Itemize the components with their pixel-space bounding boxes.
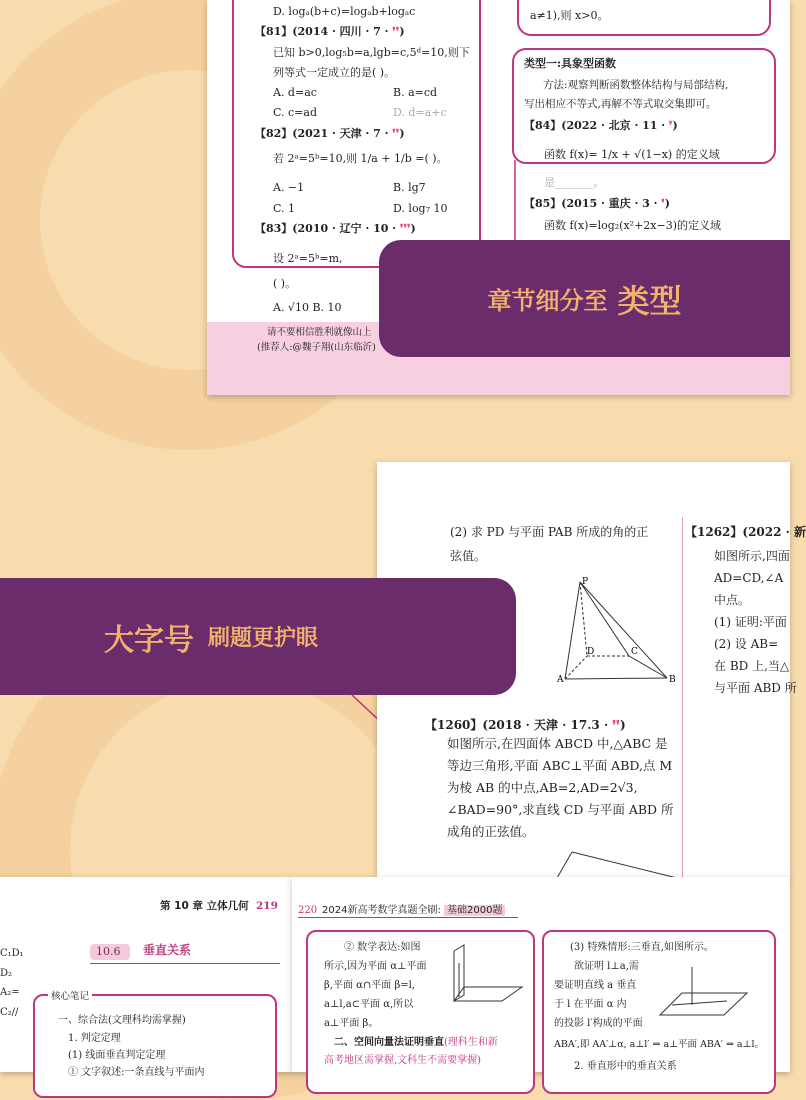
section-title: 垂直关系 — [143, 943, 192, 957]
box-line: 高考地区需掌握,文科生不需要掌握) — [324, 1055, 482, 1066]
box-line: 欲证明 l⊥a,需 — [574, 961, 639, 972]
question-header: 【85】(2015 · 重庆 · 3 · ❜) — [524, 197, 671, 210]
footer-text: 请不要相信胜利就像山上 — [267, 327, 372, 338]
line: 中点。 — [714, 593, 751, 607]
option: D. log₇ 10 — [393, 202, 448, 215]
footprint-icon: ❜ — [665, 119, 673, 132]
tetrahedron-figure — [557, 574, 682, 684]
edge-label: C₁D₁ — [0, 948, 24, 959]
box-line: 2. 垂直形中的垂直关系 — [574, 1061, 677, 1072]
option: B. a=cd — [393, 86, 438, 99]
page-number: 219 — [256, 900, 278, 912]
banner-emph-text: 类型 — [617, 281, 682, 320]
option: C. 1 — [273, 202, 296, 215]
line: 等边三角形,平面 ABC⊥平面 ABD,点 M — [447, 758, 673, 773]
option: A. d=ac — [273, 86, 317, 99]
note-line — [58, 1013, 186, 1028]
box-note: (理科生和新 — [444, 1037, 498, 1048]
footprint-icon: ❜ — [657, 197, 665, 210]
bottom-right-page — [292, 877, 790, 1072]
vertex-label: C — [631, 647, 638, 657]
box-line: 要证明直线 a 垂直 — [554, 980, 637, 991]
book-title — [322, 903, 505, 918]
option: C. c=ad — [273, 106, 317, 119]
question-header: 【1260】(2018 · 天津 · 17.3 · ❜❜) — [425, 718, 626, 732]
question-82-header: 【82】(2021 · 天津 · 7 · — [255, 127, 389, 140]
box-line — [334, 1035, 498, 1050]
question-header: 【83】(2010 · 辽宁 · 10 · ❜❜❜) — [255, 222, 416, 235]
option: D. d=a+c — [393, 106, 447, 119]
section-rule — [90, 963, 280, 964]
header-rule — [298, 917, 518, 918]
footprint-icon: ❜❜❜ — [396, 222, 411, 235]
question-1260-header: 【1260】(2018 · 天津 · 17.3 · — [425, 718, 609, 732]
line: 是_______。 — [544, 176, 605, 189]
box-line: ② 数学表达:如图 — [344, 942, 421, 953]
vertex-label: A — [557, 675, 564, 685]
line: 在 BD 上,当△ — [714, 659, 790, 673]
question-header: 【82】(2021 · 天津 · 7 · ❜❜) — [255, 127, 405, 140]
option: A. −1 — [273, 181, 305, 194]
line: (1) 证明:平面 — [714, 615, 787, 629]
chapter-header: 第 10 章 立体几何 — [160, 900, 249, 912]
line: 如图所示,在四面体 ABCD 中,△ABC 是 — [447, 736, 668, 751]
line: 已知 b>0,log₅b=a,lgb=c,5ᵈ=10,则下 — [273, 46, 470, 59]
banner-sub-text: 刷题更护眼 — [208, 626, 319, 651]
edge-label: D₂ — [0, 968, 13, 979]
line: ( )。 — [273, 277, 297, 290]
banner-chapter-types — [379, 240, 790, 357]
vertex-label: B — [669, 675, 676, 685]
edge-label: A₂= — [0, 987, 20, 998]
question-84-header: 【84】(2022 · 北京 · 11 · — [524, 119, 666, 132]
page-number: 220 — [298, 905, 318, 916]
type-method: 方法:观察判断函数整体结构与局部结构, — [543, 79, 729, 91]
line: 为棱 AB 的中点,AB=2,AD=2√3, — [447, 780, 638, 795]
line: 弦值。 — [450, 549, 487, 563]
footprint-icon: ❜❜ — [388, 25, 400, 38]
line: a≠1),则 x>0。 — [530, 9, 609, 22]
line: (2) 求 PD 与平面 PAB 所成的角的正 — [450, 525, 649, 539]
box-line: β,平面 α∩平面 β=l, — [324, 980, 415, 991]
line: (2) 设 AB= — [714, 637, 779, 651]
line: 函数 f(x)= 1/x + √(1−x) 的定义域 — [544, 148, 720, 161]
type-method: 写出相应不等式,再解不等式取交集即可。 — [524, 98, 717, 110]
box-line: 所示,因为平面 α⊥平面 — [324, 961, 427, 972]
question-85-header: 【85】(2015 · 重庆 · 3 · — [524, 197, 658, 210]
box-line: ABA′,即 AA′⊥α, a⊥l′ ⇒ a⊥平面 ABA′ ⇒ a⊥l。 — [554, 1039, 765, 1050]
vertex-label: P — [582, 577, 589, 587]
question-81-header: 【81】(2014 · 四川 · 7 · — [255, 25, 389, 38]
type-title: 类型一:具象型函数 — [524, 57, 617, 70]
three-perpendicular-figure — [652, 963, 752, 1023]
section-number: 10.6 — [96, 945, 121, 958]
footprint-icon: ❜❜ — [388, 127, 400, 140]
note-line: (1) 线面垂直判定定理 — [68, 1050, 166, 1061]
box-heading: 二、空间向量法证明垂直 — [334, 1037, 444, 1048]
core-note-box — [33, 994, 277, 1098]
line: 函数 f(x)=log₂(x²+2x−3)的定义域 — [544, 219, 721, 232]
footprint-icon: ❜❜ — [608, 718, 621, 732]
book-title-main: 2024新高考数学真题全刷: — [322, 905, 441, 916]
question-header: 【84】(2022 · 北京 · 11 · ❜) — [524, 119, 678, 132]
tetrahedron-figure-2 — [557, 850, 687, 880]
banner-main-text: 大字号 — [104, 622, 194, 658]
line: D. logₐ(b+c)=logₐb+logₐc — [273, 5, 416, 18]
note-text: 一、综合法(文理科均需掌握) — [58, 1015, 186, 1026]
question-83-header: 【83】(2010 · 辽宁 · 10 · — [255, 222, 397, 235]
book-title-sub: 基础2000题 — [444, 905, 505, 916]
box-line: 的投影 l′构成的平面 — [554, 1018, 643, 1029]
box-line: 于 l 在平面 α 内 — [554, 999, 627, 1010]
vertex-label: D — [587, 647, 595, 657]
note-title: 核心笔记 — [48, 989, 92, 1004]
plane-figure — [442, 943, 527, 1013]
option: A. √10 B. 10 — [273, 301, 342, 314]
banner-main-text: 章节细分至 — [487, 287, 608, 315]
footer-text: (推荐人:@魏子翔(山东临沂) — [257, 342, 376, 353]
banner-large-font — [0, 578, 516, 695]
question-header: 【81】(2014 · 四川 · 7 · ❜❜) — [255, 25, 405, 38]
box-line: (3) 特殊情形:三垂直,如图所示。 — [570, 942, 714, 953]
line: 列等式一定成立的是( )。 — [273, 66, 396, 79]
box-line: a⊥l,a⊂平面 α,所以 — [324, 999, 414, 1010]
box-line: a⊥平面 β。 — [324, 1018, 379, 1029]
bottom-left-page — [0, 877, 292, 1078]
edge-label: C₂// — [0, 1007, 19, 1018]
line: 成角的正弦值。 — [447, 824, 535, 839]
option: B. lg7 — [393, 181, 426, 194]
line: 与平面 ABD 所 — [714, 681, 797, 695]
column-divider — [682, 517, 683, 877]
line: ∠BAD=90°,求直线 CD 与平面 ABD 所 — [447, 802, 674, 817]
note-line: ① 文字叙述:一条直线与平面内 — [68, 1067, 205, 1078]
question-1262-header: 【1262】(2022 · 新 — [685, 525, 806, 539]
line: 如图所示,四面 — [714, 549, 790, 563]
note-line: 1. 判定定理 — [68, 1033, 121, 1044]
line: 若 2ᵃ=5ᵇ=10,则 1/a + 1/b =( )。 — [273, 152, 448, 165]
line: 设 2ᵃ=5ᵇ=m, — [273, 252, 343, 265]
line: AD=CD,∠A — [714, 571, 784, 585]
